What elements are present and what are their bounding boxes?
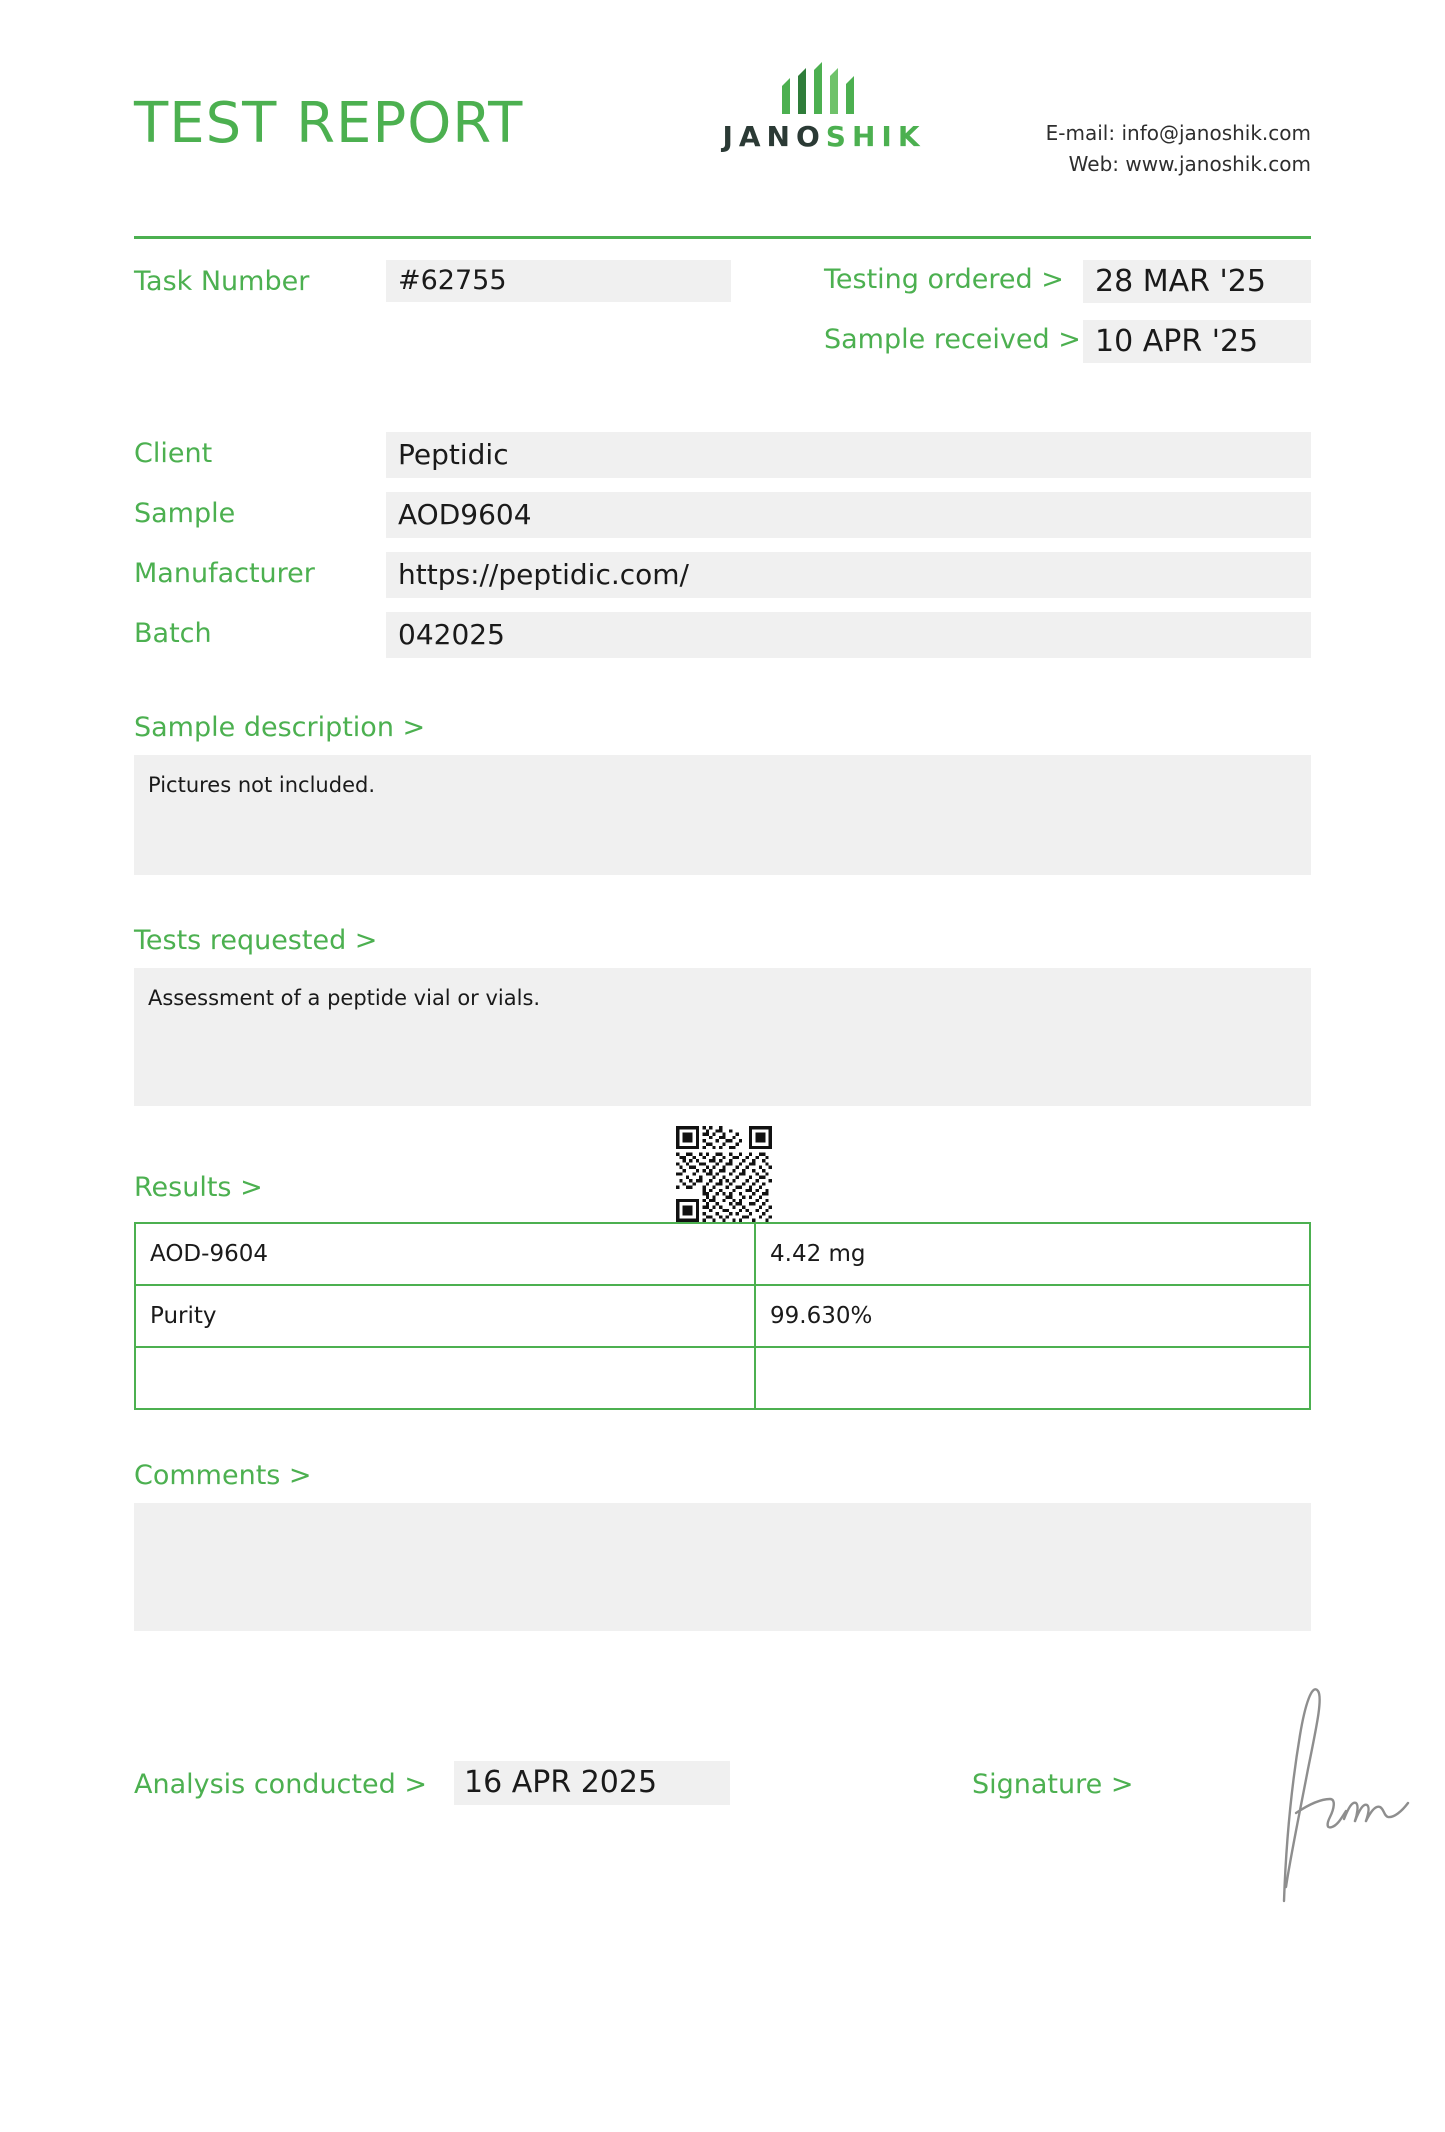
tests-requested-text: Assessment of a peptide vial or vials. xyxy=(134,968,1311,1106)
field-client-label: Client xyxy=(134,438,213,469)
result-value-0: 4.42 mg xyxy=(755,1223,1310,1285)
mountain-logo-icon xyxy=(764,60,884,116)
task-number-label: Task Number xyxy=(134,266,310,297)
sample-received-date: 10 APR '25 xyxy=(1083,320,1311,363)
header-divider xyxy=(134,236,1311,239)
contact-block xyxy=(1046,118,1311,180)
task-number-value: #62755 xyxy=(386,260,731,302)
result-name-2 xyxy=(135,1347,755,1409)
result-name-1: Purity xyxy=(135,1285,755,1347)
testing-ordered-date: 28 MAR '25 xyxy=(1083,260,1311,303)
field-manufacturer-value[interactable]: https://peptidic.com/ xyxy=(386,552,1311,598)
contact-web: Web: www.janoshik.com xyxy=(1068,152,1311,176)
analysis-conducted-label: Analysis conducted > xyxy=(134,1769,427,1800)
results-heading-row xyxy=(134,1142,1311,1222)
tests-requested-heading: Tests requested > xyxy=(134,925,378,956)
result-name-0: AOD-9604 xyxy=(135,1223,755,1285)
task-row xyxy=(134,260,1311,370)
field-list xyxy=(134,432,1311,662)
table-row xyxy=(135,1285,1310,1347)
comments-text xyxy=(134,1503,1311,1631)
field-client xyxy=(134,432,1311,482)
field-batch-label: Batch xyxy=(134,618,212,649)
field-batch xyxy=(134,612,1311,662)
brand-wordmark-green: SHIK xyxy=(825,120,926,153)
contact-email: E-mail: info@janoshik.com xyxy=(1045,121,1311,145)
field-manufacturer xyxy=(134,552,1311,602)
results-heading: Results > xyxy=(134,1172,263,1203)
field-sample xyxy=(134,492,1311,542)
brand-wordmark-dark: JANO xyxy=(722,120,826,153)
brand-wordmark xyxy=(674,120,974,153)
testing-ordered-label: Testing ordered > xyxy=(824,264,1064,295)
result-value-1: 99.630% xyxy=(755,1285,1310,1347)
analysis-conducted-date: 16 APR 2025 xyxy=(454,1761,730,1805)
page-title: TEST REPORT xyxy=(134,91,524,156)
field-manufacturer-label: Manufacturer xyxy=(134,558,315,589)
table-row xyxy=(135,1347,1310,1409)
results-table xyxy=(134,1222,1311,1410)
brand-logo xyxy=(674,60,974,153)
table-row xyxy=(135,1223,1310,1285)
sample-description-heading: Sample description > xyxy=(134,712,426,743)
comments-heading: Comments > xyxy=(134,1460,312,1491)
sample-description-text: Pictures not included. xyxy=(134,755,1311,875)
field-client-value: Peptidic xyxy=(386,432,1311,478)
report-header xyxy=(134,0,1311,200)
field-sample-label: Sample xyxy=(134,498,236,529)
sample-received-label: Sample received > xyxy=(824,324,1081,355)
report-footer xyxy=(134,1703,1311,1923)
field-batch-value: 042025 xyxy=(386,612,1311,658)
result-value-2 xyxy=(755,1347,1310,1409)
signature-icon xyxy=(1256,1673,1426,1903)
qr-code-icon[interactable] xyxy=(676,1126,772,1222)
signature-label: Signature > xyxy=(972,1769,1134,1800)
field-sample-value: AOD9604 xyxy=(386,492,1311,538)
